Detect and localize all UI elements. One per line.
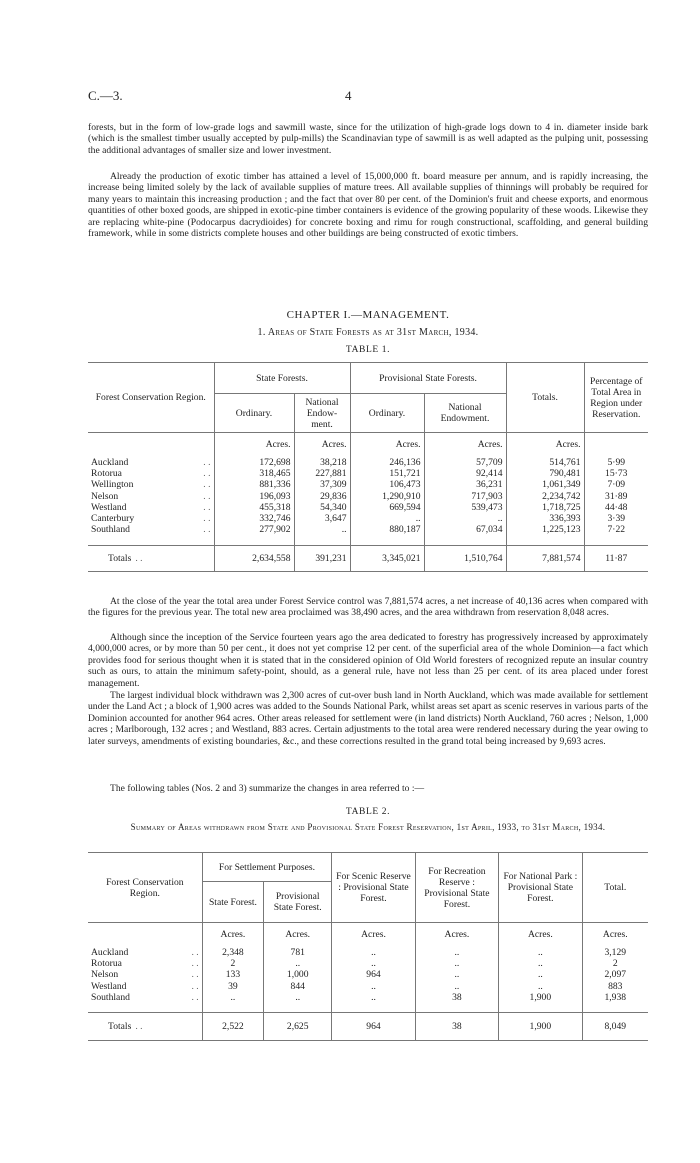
column-header-provisional: Provisional State Forests. xyxy=(350,363,506,394)
table-cell: 455,318 xyxy=(214,502,294,513)
table-cell: .. xyxy=(499,947,582,958)
table-cell: 133 xyxy=(202,969,263,980)
table-row: Wellington . . 881,336 37,309 106,473 36,231 1,061,349 7·09 xyxy=(88,479,648,490)
table-cell: 2,097 xyxy=(604,969,627,981)
table-1: Forest Conservation Region. State Forests. Provisional State Forests. Totals. Percentage of Total Area in Region under Reservation. Ordinary. National Endow-ment. Ordinary. National Endowment. Acres. Acres. Acres. Acres. Acres. Auckland . . 172,698 38,218 246,136 57,709 514,761 5·99 Rotorua . . 318,465 227,881 151,721 92,414 790,481 15·73 Wellington . . 881,336 37,309 106,473 36,231 1,061,349 7·09 Nelson . . 196,093 29,836 1,290,910 717,903 2,234,742 31·89 Westland . . 455,318 54,340 669,594 539,473 1,718,725 44·48 Canterbury . . 332,746 3,647 .. .. 336,393 3·39 Southland . . 277,902 .. 880,187 67,034 1,225,123 7·22 Totals . . 2,634,558 391,231 3,345,021 1,510,764 7,881,574 11·87 xyxy=(88,362,648,572)
table-2-caption: Summary of Areas withdrawn from State and Provisional State Forest Reservation, 1st April, 1933, to 31st March, 1934. xyxy=(130,822,606,832)
body-paragraph-1: At the close of the year the total area under Forest Service control was 7,881,574 acres, a net increase of 40,136 acres when compared with the figures for the previous year. The total new area proclaimed was 38,490 acres, and the area withdrawn from reservation 8,048 acres. xyxy=(88,596,648,619)
table-cell: 3,129 xyxy=(604,946,627,958)
units-label: Acres. xyxy=(214,433,294,457)
table-cell: .. xyxy=(332,958,415,969)
table-cell: .. xyxy=(264,992,332,1003)
table-cell: 38,218 xyxy=(294,457,350,468)
region-name: Wellington xyxy=(91,479,134,491)
table-2: Forest Conservation Region. For Settlement Purposes. For Scenic Reserve : Provisional State Forest. For Recreation Reserve : Provisional State Forest. For National Park : Provisional State Forest. Total. State Forest. Provisional State Forest. Acres. Acres. Acres. Acres. Acres. Acres. Auckland . . 2,348 781 .. .. .. 3,129 Rotorua . . 2 .. .. .. .. 2 Nelson . . 133 1,000 964 .. .. 2,097 Westland . . 39 844 .. .. .. 883 Southland . . .. .. .. 38 1,900 1,938 Totals . . 2,522 2,625 964 38 1,900 8,049 xyxy=(88,852,648,1041)
table-cell: 883 xyxy=(608,980,623,992)
table-cell: .. xyxy=(332,992,415,1003)
table-cell: 844 xyxy=(264,980,332,991)
table-cell: .. xyxy=(424,513,506,524)
table-cell: .. xyxy=(202,992,263,1003)
table-cell: 3·39 xyxy=(607,513,626,525)
table-row: Auckland . . 172,698 38,218 246,136 57,709 514,761 5·99 xyxy=(88,457,648,468)
table-cell: 1,938 xyxy=(604,991,627,1003)
table-cell: 5·99 xyxy=(607,456,626,468)
table-row: Nelson . . 133 1,000 964 .. .. 2,097 xyxy=(88,969,648,980)
total-cell: 1,510,764 xyxy=(424,546,506,572)
table-row: Rotorua . . 2 .. .. .. .. 2 xyxy=(88,958,648,969)
table-cell: 67,034 xyxy=(424,524,506,535)
table-cell: 336,393 xyxy=(506,513,584,524)
section-title: 1. Areas of State Forests as at 31st March, 1934. xyxy=(257,327,479,338)
units-label: Acres. xyxy=(264,923,332,947)
units-label: Acres. xyxy=(602,929,628,941)
table-cell: 151,721 xyxy=(350,468,424,479)
table-cell: 964 xyxy=(332,969,415,980)
table-cell: 1,061,349 xyxy=(506,479,584,490)
totals-label: Totals xyxy=(108,1021,132,1033)
units-label: Acres. xyxy=(332,923,415,947)
units-label: Acres. xyxy=(350,433,424,457)
table-cell: 3,647 xyxy=(294,513,350,524)
table-1-label: TABLE 1. xyxy=(345,345,391,355)
region-name: Auckland xyxy=(91,456,129,468)
table-cell: 1,900 xyxy=(499,992,582,1003)
column-header-sf-ordinary: Ordinary. xyxy=(214,394,294,433)
table-cell: 790,481 xyxy=(506,468,584,479)
units-label: Acres. xyxy=(506,433,584,457)
column-header-region: Forest Conservation Region. xyxy=(88,853,202,923)
total-cell: 391,231 xyxy=(294,546,350,572)
table-cell: .. xyxy=(499,958,582,969)
table-cell: .. xyxy=(415,958,498,969)
table-cell: 1,000 xyxy=(264,969,332,980)
table-cell: .. xyxy=(332,980,415,991)
column-header-state-forests: State Forests. xyxy=(214,363,350,394)
region-name: Southland xyxy=(91,524,130,536)
column-header-state-forest: State Forest. xyxy=(202,882,263,923)
table-row: Westland . . 39 844 .. .. .. 883 xyxy=(88,980,648,991)
units-label: Acres. xyxy=(424,433,506,457)
table-cell: 717,903 xyxy=(424,490,506,501)
chapter-title: CHAPTER I.—MANAGEMENT. xyxy=(286,309,450,321)
total-cell: 2,634,558 xyxy=(214,546,294,572)
body-paragraph-4: The following tables (Nos. 2 and 3) summarize the changes in area referred to :— xyxy=(110,783,425,794)
totals-label: Totals xyxy=(108,553,132,565)
table-cell: 318,465 xyxy=(214,468,294,479)
table-row: Auckland . . 2,348 781 .. .. .. 3,129 xyxy=(88,947,648,958)
table-cell: .. xyxy=(264,958,332,969)
table-cell: .. xyxy=(332,947,415,958)
column-header-settlement: For Settlement Purposes. xyxy=(202,853,332,882)
column-header-psf-ordinary: Ordinary. xyxy=(350,394,424,433)
table-cell: .. xyxy=(499,980,582,991)
table-cell: 196,093 xyxy=(214,490,294,501)
table-cell: 38 xyxy=(415,992,498,1003)
table-cell: .. xyxy=(415,980,498,991)
region-name: Rotorua xyxy=(91,467,122,479)
table-cell: 669,594 xyxy=(350,502,424,513)
total-cell: 3,345,021 xyxy=(350,546,424,572)
units-label: Acres. xyxy=(415,923,498,947)
column-header-sf-national-endowment: National Endow-ment. xyxy=(294,394,350,433)
table-cell: 246,136 xyxy=(350,457,424,468)
column-header-region: Forest Conservation Region. xyxy=(88,363,214,433)
table-cell: .. xyxy=(294,524,350,535)
table-cell: 2 xyxy=(202,958,263,969)
table-cell: .. xyxy=(415,947,498,958)
region-name: Canterbury xyxy=(91,513,135,525)
table-cell: 227,881 xyxy=(294,468,350,479)
table-cell: 539,473 xyxy=(424,502,506,513)
table-cell: 44·48 xyxy=(605,501,628,513)
total-cell: 964 xyxy=(332,1013,415,1041)
column-header-percentage: Percentage of Total Area in Region under Reservation. xyxy=(584,363,648,433)
table-cell: 1,225,123 xyxy=(506,524,584,535)
table-cell: .. xyxy=(415,969,498,980)
table-cell: 29,836 xyxy=(294,490,350,501)
table-cell: .. xyxy=(499,969,582,980)
table-cell: 781 xyxy=(264,947,332,958)
table-cell: 54,340 xyxy=(294,502,350,513)
total-cell: 2,625 xyxy=(264,1013,332,1041)
table-cell: 7·09 xyxy=(607,479,626,491)
region-name: Rotorua xyxy=(91,957,122,969)
region-name: Nelson xyxy=(91,490,119,502)
document-code: C.—3. xyxy=(88,88,123,103)
table-cell: 7·22 xyxy=(607,524,626,536)
table-cell: 37,309 xyxy=(294,479,350,490)
table-cell: .. xyxy=(350,513,424,524)
table-cell: 277,902 xyxy=(214,524,294,535)
total-cell: 1,900 xyxy=(499,1013,582,1041)
units-label: Acres. xyxy=(294,433,350,457)
table-cell: 2 xyxy=(612,957,618,969)
column-header-national-park: For National Park : Provisional State Forest. xyxy=(499,853,582,923)
table-cell: 31·89 xyxy=(605,490,628,502)
table-row: Nelson . . 196,093 29,836 1,290,910 717,903 2,234,742 31·89 xyxy=(88,490,648,501)
column-header-totals: Totals. xyxy=(506,363,584,433)
body-paragraph-3: The largest individual block withdrawn was 2,300 acres of cut-over bush land in North Auckland, which was made available for settlement under the Land Act ; a block of 1,900 acres was added to the Sounds National Park, whilst areas set apart as scenic reserves in various parts of the Dominion accounted for another 964 acres. Other areas released for settlement were (in land districts) North Auckland, 760 acres ; Nelson, 1,000 acres ; Marlborough, 132 acres ; and Westland, 883 acres. Certain adjustments to the total area were rendered necessary during the year owing to later surveys, amendments of existing boundaries, &c., and these corrections resulted in the grand total being increased by 9,693 acres. xyxy=(88,690,649,747)
page-number: 4 xyxy=(345,88,352,103)
region-name: Southland xyxy=(91,991,130,1003)
table-row: Canterbury . . 332,746 3,647 .. .. 336,393 3·39 xyxy=(88,513,648,524)
table-cell: 2,348 xyxy=(202,947,263,958)
units-label: Acres. xyxy=(499,923,582,947)
body-paragraph-2: Although since the inception of the Service fourteen years ago the area dedicated to forestry has progressively increased by approximately 4,000,000 acres, or by more than 50 per cent., it does not yet comprise 12 per cent. of the superficial area of the whole Dominion—a fact which provides food for serious thought when it is stated that in the considered opinion of Old World foresters of recognized repute an insular country such as ours, to attain the minimum safety-point, should, as a general rule, have not less than 25 per cent. of its area placed under forest management. xyxy=(88,632,648,689)
total-cell: 11·87 xyxy=(605,553,628,565)
table-row: Westland . . 455,318 54,340 669,594 539,473 1,718,725 44·48 xyxy=(88,502,648,513)
column-header-total: Total. xyxy=(582,853,648,923)
table-cell: 57,709 xyxy=(424,457,506,468)
table-2-label: TABLE 2. xyxy=(345,807,391,817)
column-header-provisional-state-forest: Provisional State Forest. xyxy=(264,882,332,923)
region-name: Auckland xyxy=(91,946,129,958)
table-row: Southland . . .. .. .. 38 1,900 1,938 xyxy=(88,992,648,1003)
table-cell: 514,761 xyxy=(506,457,584,468)
column-header-recreation: For Recreation Reserve : Provisional State Forest. xyxy=(415,853,498,923)
table-cell: 332,746 xyxy=(214,513,294,524)
intro-paragraph-2: Already the production of exotic timber has attained a level of 15,000,000 ft. board measure per annum, and is rapidly increasing, the increase being limited solely by the lack of available supplies of mature trees. All available supplies of thinnings will probably be required for many years to maintain this increasing production ; and the fact that over 80 per cent. of the Dominion's fruit and cheese exports, and enormous quantities of other boxed goods, are shipped in exotic-pine timber containers is evidence of the growing popularity of these woods. Likewise they are replacing white-pine (Podocarpus dacrydioides) for concrete boxing and rimu for rough constructional, scaffolding, and general building framework, while in some districts complete houses and other buildings are being constructed of exotic timbers. xyxy=(88,171,648,240)
table-row: Southland . . 277,902 .. 880,187 67,034 1,225,123 7·22 xyxy=(88,524,648,535)
column-header-psf-national-endowment: National Endowment. xyxy=(424,394,506,433)
intro-paragraph-1: forests, but in the form of low-grade logs and sawmill waste, since for the utilization of high-grade logs down to 4 in. diameter inside bark (which is the smallest timber usually accepted by pulp-mills) the Scandinavian type of sawmill is as well adapted as the pulping unit, possessing the additional advantages of smaller size and lower investment. xyxy=(88,122,648,156)
total-cell: 2,522 xyxy=(202,1013,263,1041)
page-header xyxy=(88,88,612,104)
table-cell: 1,718,725 xyxy=(506,502,584,513)
table-cell: 2,234,742 xyxy=(506,490,584,501)
table-cell: 172,698 xyxy=(214,457,294,468)
region-name: Nelson xyxy=(91,969,119,981)
column-header-scenic: For Scenic Reserve : Provisional State Forest. xyxy=(332,853,415,923)
region-name: Westland xyxy=(91,980,127,992)
total-cell: 7,881,574 xyxy=(506,546,584,572)
total-cell: 8,049 xyxy=(604,1021,627,1033)
table-cell: 36,231 xyxy=(424,479,506,490)
table-cell: 15·73 xyxy=(605,467,628,479)
table-row: Rotorua . . 318,465 227,881 151,721 92,414 790,481 15·73 xyxy=(88,468,648,479)
total-cell: 38 xyxy=(415,1013,498,1041)
region-name: Westland xyxy=(91,501,127,513)
table-cell: 39 xyxy=(202,980,263,991)
table-cell: 881,336 xyxy=(214,479,294,490)
table-cell: 1,290,910 xyxy=(350,490,424,501)
table-cell: 106,473 xyxy=(350,479,424,490)
units-label: Acres. xyxy=(202,923,263,947)
table-cell: 92,414 xyxy=(424,468,506,479)
table-cell: 880,187 xyxy=(350,524,424,535)
